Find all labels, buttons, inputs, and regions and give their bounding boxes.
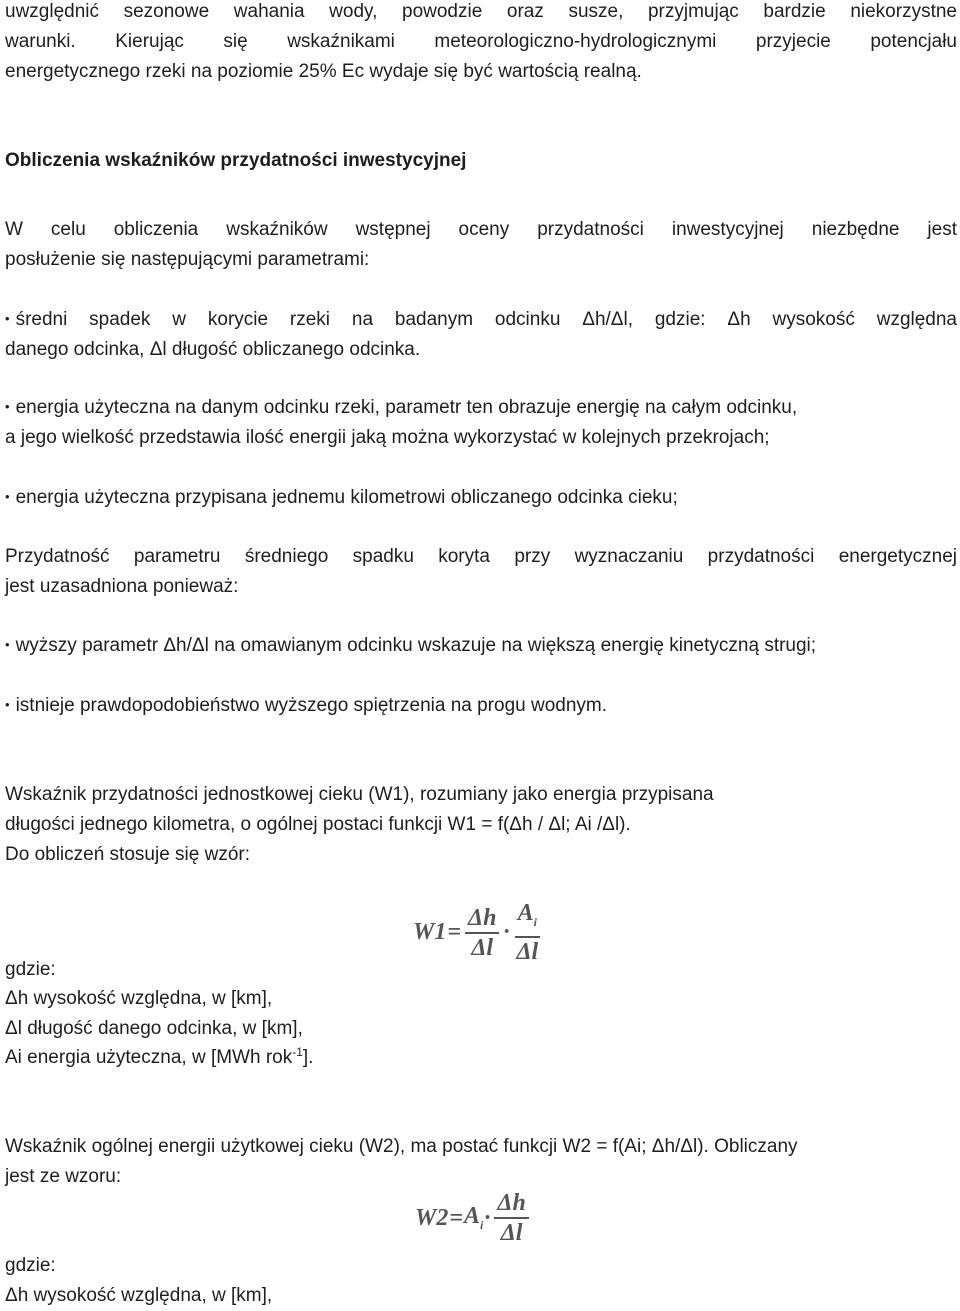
formula-w1 (413, 900, 544, 965)
legend1-ai-sup: -1 (292, 1045, 303, 1059)
legend2-gdzie: gdzie: (5, 1255, 56, 1276)
formula-w1-dot: · (503, 919, 510, 945)
formula-w1-lhs: W1 (413, 919, 447, 945)
section-heading: Obliczenia wskaźników przydatności inwestycyjnej (5, 150, 467, 171)
w1-line-1: Wskaźnik przydatności jednostkowej cieku (W1), rozumiany jako energia przypisana (5, 784, 714, 805)
bullet1-item2-line-2: a jego wielkość przedstawia ilość energii jaką można wykorzystać w kolejnych przekrojach; (5, 427, 770, 448)
para1-line-2: posłużenie się następującymi parametrami: (5, 249, 370, 270)
formula-w2-dot: · (484, 1204, 491, 1231)
para2-line-1: Przydatność parametru średniego spadku koryta przy wyznaczaniu przydatności energetycznej (5, 546, 957, 567)
formula-w2-a (464, 1203, 483, 1233)
legend1-dh: Δh wysokość względna, w [km], (5, 988, 273, 1009)
legend1-gdzie: gdzie: (5, 959, 56, 980)
intro-line-3: energetycznego rzeki na poziomie 25% Ec wydaje się być wartością realną. (5, 61, 642, 82)
formula-w1-a: A (517, 900, 534, 926)
formula-w2-a-main: A (464, 1203, 481, 1229)
formula-w1-fraction-1 (465, 905, 499, 961)
bullet1-item2-line-1: • energia użyteczna na danym odcinku rzeki, parametr ten obrazuje energię na całym odcinku, (5, 396, 797, 421)
formula-w2-equals: = (449, 1204, 464, 1231)
para1-line-1: W celu obliczenia wskaźników wstępnej oceny przydatności inwestycyjnej niezbędne jest (5, 219, 957, 240)
w1-line-2: długości jednego kilometra, o ogólnej postaci funkcji W1 = f(Δh / Δl; Ai /Δl). (5, 814, 631, 835)
formula-w2-a-sub: i (480, 1218, 484, 1232)
intro-line-1: uwzględnić sezonowe wahania wody, powodzie oraz susze, przyjmując bardzie niekorzystne (5, 1, 957, 22)
formula-w2-lhs: W2 (415, 1204, 449, 1231)
formula-w1-a-sub: i (533, 915, 537, 929)
bullet2-item2: • istnieje prawdopodobieństwo wyższego spiętrzenia na progu wodnym. (5, 694, 607, 719)
legend2-dh: Δh wysokość względna, w [km], (5, 1285, 273, 1306)
formula-w2 (415, 1190, 532, 1246)
formula-w2-fraction (494, 1190, 528, 1246)
formula-w1-numerator-2 (515, 900, 540, 938)
w2-line-1: Wskaźnik ogólnej energii użytkowej cieku (W2), ma postać funkcji W2 = f(Ai; Δh/Δl). Obliczany (5, 1136, 798, 1157)
formula-w1-equals: = (447, 919, 462, 945)
formula-w1-fraction-2 (513, 900, 541, 965)
bullet1-item1-line-1: • średni spadek w korycie rzeki na badanym odcinku Δh/Δl, gdzie: Δh wysokość względna (5, 308, 957, 333)
formula-w1-denominator-2: Δl (516, 939, 539, 965)
para2-line-2: jest uzasadniona ponieważ: (5, 576, 239, 597)
bullet1-item3: • energia użyteczna przypisana jednemu kilometrowi obliczanego odcinka cieku; (5, 486, 678, 511)
formula-w2-denominator: Δl (500, 1220, 523, 1246)
legend1-ai-end: ]. (302, 1047, 314, 1068)
legend1-ai-text: Ai energia użyteczna, w [MWh rok (5, 1047, 293, 1068)
bullet2-item1: • wyższy parametr Δh/Δl na omawianym odcinku wskazuje na większą energię kinetyczną strugi; (5, 634, 816, 659)
legend1-dl: Δl długość danego odcinka, w [km], (5, 1018, 303, 1039)
bullet1-item1-line-2: danego odcinka, Δl długość obliczanego odcinka. (5, 339, 421, 360)
formula-w1-denominator-1: Δl (471, 934, 494, 961)
w1-line-3: Do obliczeń stosuje się wzór: (5, 844, 250, 865)
w2-line-2: jest ze wzoru: (5, 1166, 122, 1187)
intro-line-2: warunki. Kierując się wskaźnikami meteorologiczno-hydrologicznymi przyjecie potencjału (5, 31, 957, 52)
formula-w2-numerator: Δh (494, 1190, 528, 1219)
legend1-ai (5, 1046, 313, 1070)
formula-w1-numerator-1: Δh (465, 905, 499, 934)
